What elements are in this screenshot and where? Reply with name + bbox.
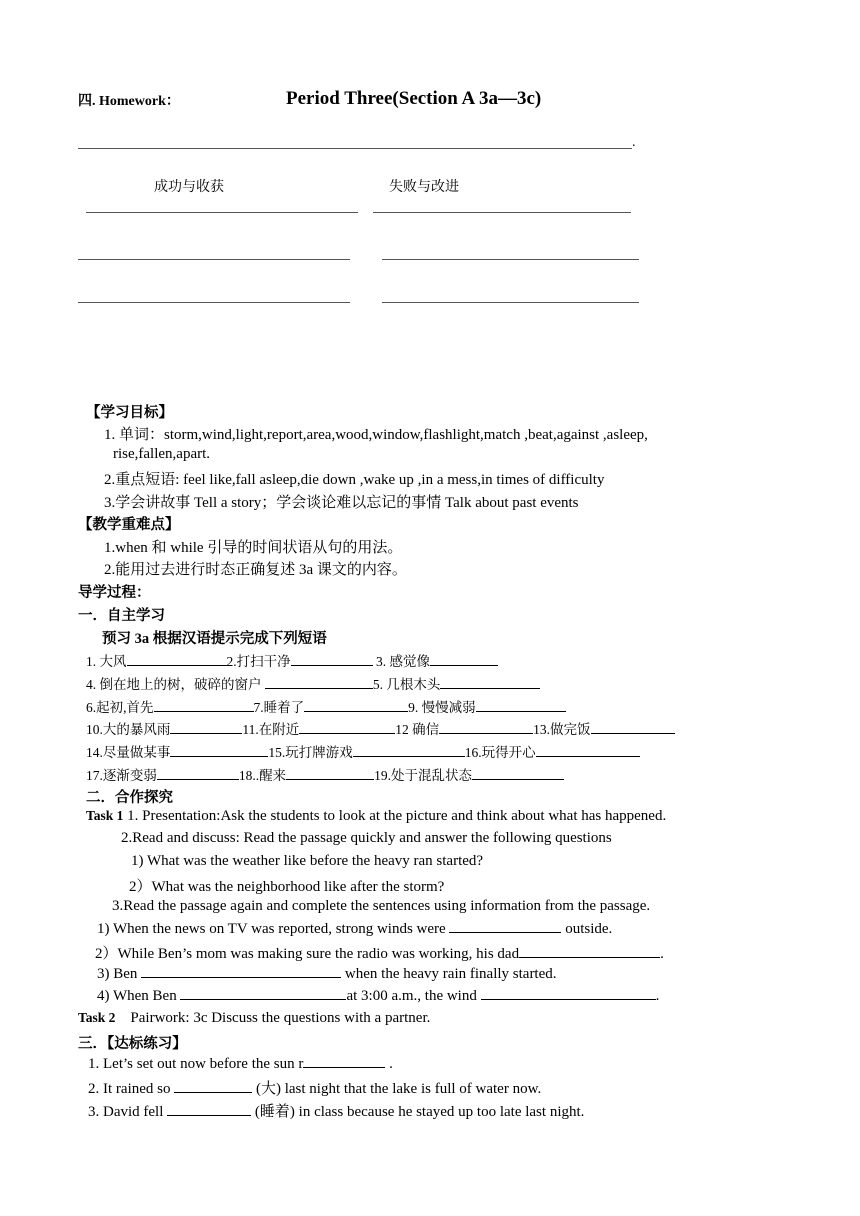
homework-label: 四. Homework： [78,94,180,109]
task2-text: Pairwork: 3c Discuss the questions with a partner. [130,1010,431,1026]
phrase-blank[interactable] [299,721,395,734]
task1-item: 3.Read the passage again and complete the sentences using information from the passage. [112,898,651,914]
objective-item: rise,fallen,apart. [113,446,211,462]
process-heading: 导学过程： [78,585,151,601]
phrase-blank[interactable] [170,744,268,757]
sentence-text: 2）While Ben’s mom was making sure the radio was working, his dad [95,946,520,962]
sentence-row [97,965,557,983]
phrase-blank[interactable] [536,744,640,757]
sentence-row [97,987,659,1005]
phrase-label: 7.睡着了 [253,700,305,715]
phrase-blank[interactable] [127,653,227,666]
section1-heading: 一．自主学习 [78,608,165,624]
exercise-blank[interactable] [174,1080,252,1093]
failure-line [382,259,639,260]
sentence-text: when the heavy rain finally started. [341,966,557,982]
key-point-item: 2.能用过去进行时态正确复述 3a 课文的内容。 [104,562,407,578]
task1-label: Task 1 [86,808,124,823]
phrase-label: 13.做完饭 [533,722,591,737]
phrase-label: 2.打扫干净 [226,654,291,669]
phrase-blank[interactable] [265,676,373,689]
phrase-label: 19.处于混乱状态 [374,768,472,783]
phrase-blank[interactable] [286,767,374,780]
exercise-blank[interactable] [303,1055,385,1068]
phrase-label: 14.尽量做某事 [86,745,171,760]
phrase-label: 12 确信 [395,722,440,737]
sentence-text: outside. [561,921,613,937]
phrase-label: 17.逐渐变弱 [86,768,157,783]
sentence-row [95,942,664,963]
phrase-label: 10.大的暴风雨 [86,722,171,737]
phrase-blank[interactable] [154,699,254,712]
sentence-text: at 3:00 a.m., the wind [346,988,481,1004]
phrase-blank[interactable] [353,744,465,757]
phrase-blank[interactable] [430,653,498,666]
phrase-row [86,673,540,693]
key-points-heading: 【教学重难点】 [78,517,180,533]
objective-item: 2.重点短语: feel like,fall asleep,die down ,wake up ,in a mess,in times of difficulty [104,472,605,488]
sentence-blank[interactable] [449,920,561,933]
exercise-text: . [385,1056,393,1072]
exercise-text: 2. It rained so [88,1081,175,1097]
sentence-blank[interactable] [519,945,660,958]
phrase-label: 18..醒来 [238,768,287,783]
phrase-label: 16.玩得开心 [464,745,536,760]
sentence-blank[interactable] [141,965,341,978]
objectives-heading: 【学习目标】 [86,405,173,421]
task1-item1-text: 1. Presentation:Ask the students to look at the picture and think about what has happened. [127,808,667,824]
phrase-blank[interactable] [304,699,408,712]
phrase-label: 3. 感觉像 [376,654,430,669]
sentence-row [97,920,612,938]
task2-row [78,1010,430,1027]
phrase-label: 1. 大风 [86,654,127,669]
phrase-row [86,718,675,738]
phrase-blank[interactable] [476,699,566,712]
sentence-blank[interactable] [180,987,346,1000]
question: 1) What was the weather like before the heavy ran started? [131,853,484,869]
answer-line [78,148,632,149]
exercise-row [88,1077,541,1098]
exercise-text: (睡着) in class because he stayed up too late last night. [251,1104,585,1120]
task2-label: Task 2 [78,1010,116,1025]
success-line [78,259,350,260]
phrase-label: 6.起初,首先 [86,700,154,715]
failure-label: 失败与改进 [389,180,459,195]
phrase-row [86,650,498,670]
success-label: 成功与收获 [154,180,224,195]
phrase-blank[interactable] [157,767,239,780]
sentence-text: 3) Ben [97,966,142,982]
sentence-text: . [660,946,664,962]
page-title: Period Three(Section A 3a—3c) [286,88,542,109]
phrase-blank[interactable] [591,721,675,734]
phrase-blank[interactable] [170,721,242,734]
phrase-row [86,696,566,716]
line-end-dot: . [632,135,636,150]
objective-item: 1. 单词：storm,wind,light,report,area,wood,window,flashlight,match ,beat,against ,asleep, [104,427,648,443]
phrase-label: 5. 几根木头 [372,677,441,692]
section1-subheading: 预习 3a 根据汉语提示完成下列短语 [102,631,327,647]
sentence-text: 4) When Ben [97,988,181,1004]
sentence-blank[interactable] [481,987,656,1000]
phrase-label: 4. 倒在地上的树，破碎的窗户 [86,677,262,692]
phrase-label: 11.在附近 [242,722,300,737]
exercise-blank[interactable] [167,1103,251,1116]
failure-line [373,212,631,213]
task1-item: 2.Read and discuss: Read the passage quickly and answer the following questions [121,830,612,846]
phrase-row [86,764,564,784]
objective-item: 3.学会讲故事 Tell a story；学会谈论难以忘记的事情 Talk about past events [104,495,579,511]
failure-line [382,302,639,303]
exercise-text: (大) last night that the lake is full of water now. [252,1081,542,1097]
phrase-label: 15.玩打牌游戏 [268,745,353,760]
success-line [86,212,358,213]
success-line [78,302,350,303]
phrase-blank[interactable] [440,676,540,689]
sentence-text: 1) When the news on TV was reported, strong winds were [97,921,450,937]
question: 2）What was the neighborhood like after the storm? [129,879,445,895]
exercise-text: 3. David fell [88,1104,168,1120]
exercise-text: 1. Let’s set out now before the sun r [88,1056,304,1072]
exercise-row [88,1100,584,1121]
phrase-row [86,741,640,761]
exercise-row [88,1055,393,1073]
phrase-label: 9. 慢慢减弱 [408,700,476,715]
phrase-blank[interactable] [291,653,373,666]
section2-heading: 二．合作探究 [86,790,173,806]
sentence-text: . [655,988,660,1004]
task1-item [86,808,666,825]
key-point-item: 1.when 和 while 引导的时间状语从句的用法。 [104,540,403,556]
section3-heading: 三．【达标练习】 [78,1036,187,1052]
phrase-blank[interactable] [472,767,564,780]
phrase-blank[interactable] [439,721,533,734]
